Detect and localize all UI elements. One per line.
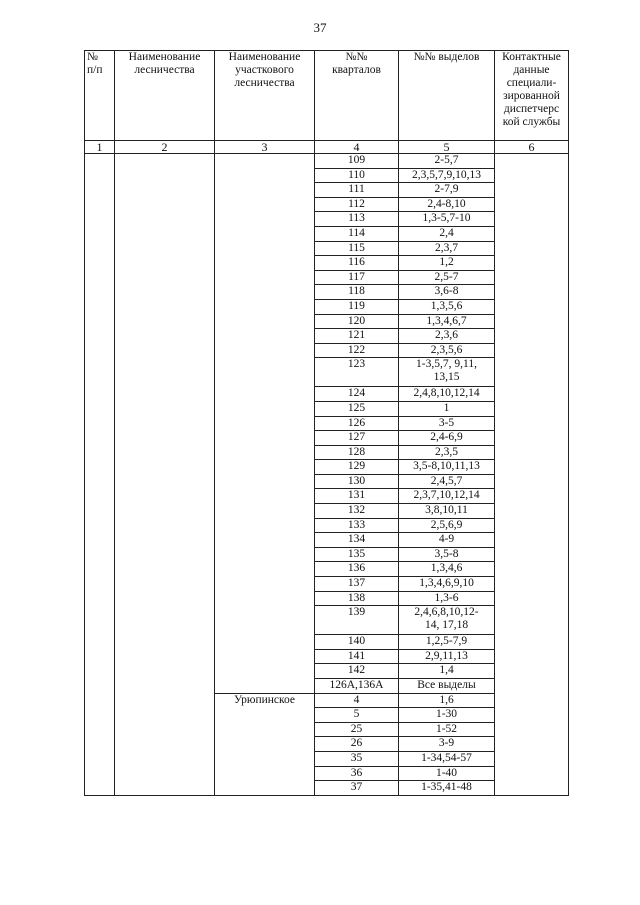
quarter-cell: 131 bbox=[315, 489, 399, 504]
sections-cell: 3-5 bbox=[399, 416, 495, 431]
header-sections: №№ выделов bbox=[399, 51, 495, 141]
quarter-cell: 116 bbox=[315, 256, 399, 271]
table-row bbox=[85, 154, 569, 169]
quarter-cell: 110 bbox=[315, 168, 399, 183]
quarter-cell: 139 bbox=[315, 606, 399, 635]
quarter-cell: 120 bbox=[315, 314, 399, 329]
sections-cell: 1-34,54-57 bbox=[399, 751, 495, 766]
quarter-cell: 25 bbox=[315, 722, 399, 737]
quarter-cell: 129 bbox=[315, 460, 399, 475]
sections-cell: 2,3,7 bbox=[399, 241, 495, 256]
quarter-cell: 140 bbox=[315, 635, 399, 650]
sections-cell: 2,3,5,6 bbox=[399, 343, 495, 358]
column-number: 5 bbox=[399, 141, 495, 154]
column-number: 6 bbox=[495, 141, 569, 154]
sections-cell: 1-30 bbox=[399, 708, 495, 723]
quarter-cell: 123 bbox=[315, 358, 399, 387]
sections-cell: 1,2 bbox=[399, 256, 495, 271]
sections-cell: 3,5-8,10,11,13 bbox=[399, 460, 495, 475]
quarter-cell: 112 bbox=[315, 197, 399, 212]
forestry-table bbox=[84, 50, 569, 796]
number-cell bbox=[85, 154, 115, 796]
quarter-cell: 114 bbox=[315, 226, 399, 241]
quarter-cell: 4 bbox=[315, 693, 399, 708]
quarter-cell: 135 bbox=[315, 547, 399, 562]
district-cell: Урюпинское bbox=[215, 693, 315, 795]
quarter-cell: 113 bbox=[315, 212, 399, 227]
sections-cell: 1-52 bbox=[399, 722, 495, 737]
sections-cell: 2,4,5,7 bbox=[399, 474, 495, 489]
sections-cell: 2-5,7 bbox=[399, 154, 495, 169]
quarter-cell: 115 bbox=[315, 241, 399, 256]
header-forestry: Наименование лесничества bbox=[115, 51, 215, 141]
column-number: 4 bbox=[315, 141, 399, 154]
sections-cell: 3,8,10,11 bbox=[399, 504, 495, 519]
contact-cell bbox=[495, 154, 569, 796]
sections-cell: 2,5-7 bbox=[399, 270, 495, 285]
quarter-cell: 141 bbox=[315, 649, 399, 664]
sections-cell: 2-7,9 bbox=[399, 183, 495, 198]
district-cell bbox=[215, 154, 315, 694]
sections-cell: 2,4-8,10 bbox=[399, 197, 495, 212]
header-district-forestry: Наименование участкового лесничества bbox=[215, 51, 315, 141]
quarter-cell: 121 bbox=[315, 329, 399, 344]
sections-cell: Все выделы bbox=[399, 679, 495, 694]
sections-cell: 1,6 bbox=[399, 693, 495, 708]
quarter-cell: 111 bbox=[315, 183, 399, 198]
sections-cell: 2,4,6,8,10,12- 14, 17,18 bbox=[399, 606, 495, 635]
sections-cell: 1 bbox=[399, 401, 495, 416]
quarter-cell: 134 bbox=[315, 533, 399, 548]
quarter-cell: 127 bbox=[315, 431, 399, 446]
header-row bbox=[85, 51, 569, 141]
quarter-cell: 124 bbox=[315, 387, 399, 402]
quarter-cell: 117 bbox=[315, 270, 399, 285]
sections-cell: 1,3,4,6,7 bbox=[399, 314, 495, 329]
forestry-cell bbox=[115, 154, 215, 796]
sections-cell: 2,3,7,10,12,14 bbox=[399, 489, 495, 504]
quarter-cell: 137 bbox=[315, 577, 399, 592]
sections-cell: 1,4 bbox=[399, 664, 495, 679]
sections-cell: 4-9 bbox=[399, 533, 495, 548]
quarter-cell: 126А,136А bbox=[315, 679, 399, 694]
quarter-cell: 26 bbox=[315, 737, 399, 752]
quarter-cell: 126 bbox=[315, 416, 399, 431]
sections-cell: 2,3,5,7,9,10,13 bbox=[399, 168, 495, 183]
sections-cell: 3,6-8 bbox=[399, 285, 495, 300]
quarter-cell: 109 bbox=[315, 154, 399, 169]
sections-cell: 2,4-6,9 bbox=[399, 431, 495, 446]
sections-cell: 2,3,6 bbox=[399, 329, 495, 344]
sections-cell: 1,3-6 bbox=[399, 591, 495, 606]
sections-cell: 1,3-5,7-10 bbox=[399, 212, 495, 227]
column-number: 3 bbox=[215, 141, 315, 154]
sections-cell: 1,2,5-7,9 bbox=[399, 635, 495, 650]
quarter-cell: 5 bbox=[315, 708, 399, 723]
quarter-cell: 142 bbox=[315, 664, 399, 679]
header-number: № п/п bbox=[85, 51, 115, 141]
column-number: 1 bbox=[85, 141, 115, 154]
quarter-cell: 118 bbox=[315, 285, 399, 300]
quarter-cell: 133 bbox=[315, 518, 399, 533]
table-body bbox=[85, 154, 569, 796]
quarter-cell: 125 bbox=[315, 401, 399, 416]
quarter-cell: 119 bbox=[315, 299, 399, 314]
sections-cell: 3,5-8 bbox=[399, 547, 495, 562]
quarter-cell: 132 bbox=[315, 504, 399, 519]
column-number: 2 bbox=[115, 141, 215, 154]
sections-cell: 1-40 bbox=[399, 766, 495, 781]
header-contacts: Контактные данные специали- зированной диспетчерс кой службы bbox=[495, 51, 569, 141]
quarter-cell: 36 bbox=[315, 766, 399, 781]
sections-cell: 2,3,5 bbox=[399, 445, 495, 460]
sections-cell: 2,4 bbox=[399, 226, 495, 241]
quarter-cell: 130 bbox=[315, 474, 399, 489]
sections-cell: 2,4,8,10,12,14 bbox=[399, 387, 495, 402]
sections-cell: 3-9 bbox=[399, 737, 495, 752]
sections-cell: 1,3,4,6,9,10 bbox=[399, 577, 495, 592]
quarter-cell: 35 bbox=[315, 751, 399, 766]
quarter-cell: 122 bbox=[315, 343, 399, 358]
quarter-cell: 128 bbox=[315, 445, 399, 460]
quarter-cell: 37 bbox=[315, 781, 399, 796]
sections-cell: 1-35,41-48 bbox=[399, 781, 495, 796]
page-number: 37 bbox=[313, 20, 327, 35]
sections-cell: 2,5,6,9 bbox=[399, 518, 495, 533]
column-number-row bbox=[85, 141, 569, 154]
header-quarters: №№ кварталов bbox=[315, 51, 399, 141]
quarter-cell: 136 bbox=[315, 562, 399, 577]
sections-cell: 1-3,5,7, 9,11, 13,15 bbox=[399, 358, 495, 387]
sections-cell: 2,9,11,13 bbox=[399, 649, 495, 664]
quarter-cell: 138 bbox=[315, 591, 399, 606]
sections-cell: 1,3,5,6 bbox=[399, 299, 495, 314]
sections-cell: 1,3,4,6 bbox=[399, 562, 495, 577]
